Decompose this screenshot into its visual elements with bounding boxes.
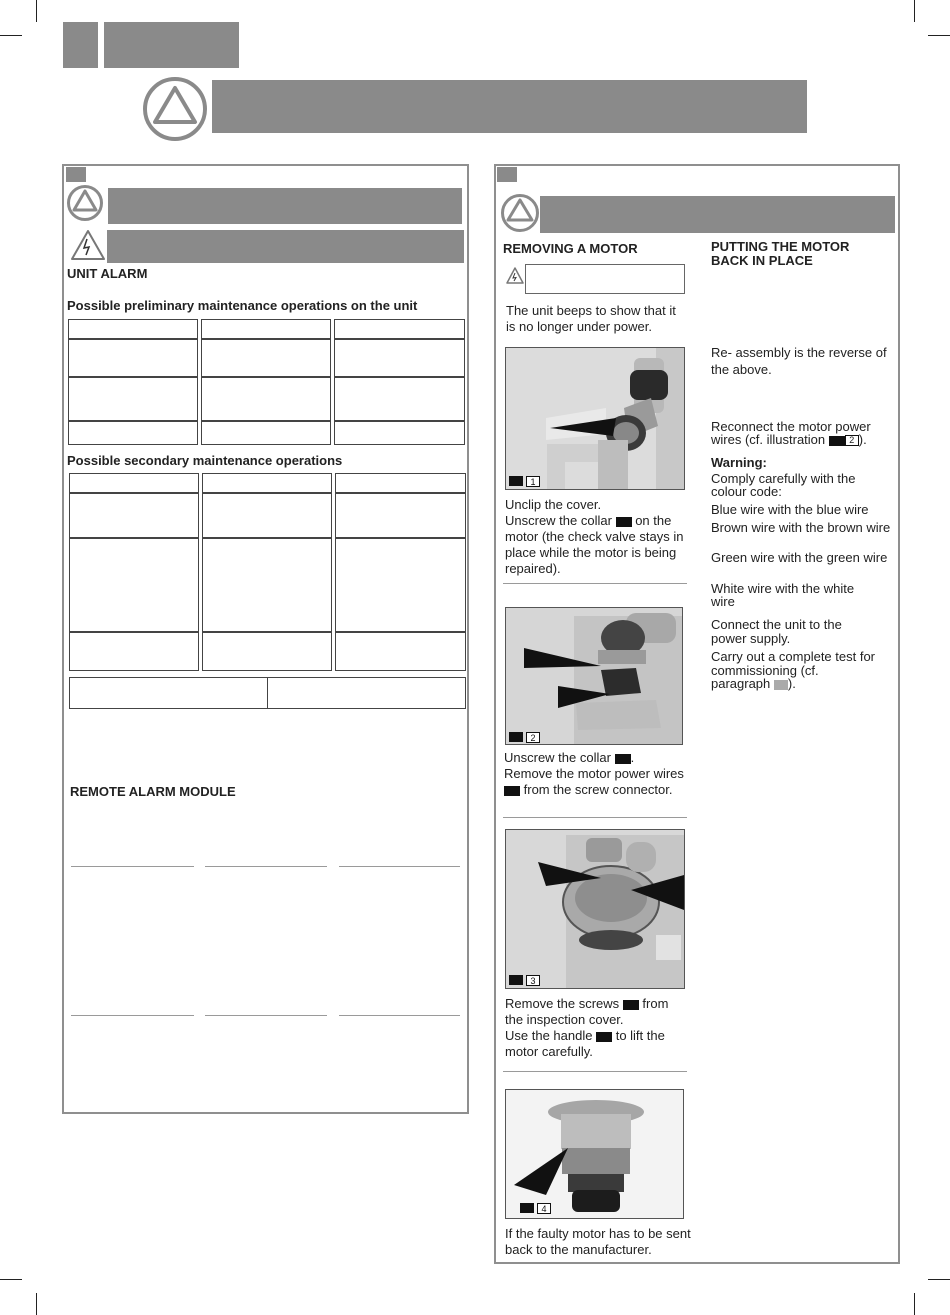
crop-mark [0,35,22,36]
connect-supply-text: Connect the unit to the power supply. [711,617,842,646]
divider [503,1071,687,1072]
table-cell [334,319,465,339]
left-title-bar [108,188,462,224]
reassembly-text: Re- assembly is the reverse of the above. [711,345,887,377]
warning-circle-icon [142,76,208,142]
table-cell [334,339,465,377]
right-title-bar [540,196,895,233]
table-cell [202,538,332,632]
wire-instruction: White wire with the white wire [711,581,855,609]
crop-mark [36,0,37,22]
table-cell [69,493,199,538]
right-panel-tab [497,167,517,182]
figure-label-3: 3 [509,975,540,985]
preliminary-heading: Possible preliminary maintenance operations on the unit [67,298,418,313]
table-cell [68,421,198,445]
colour-code-text: Comply carefully with the colour code: [711,471,856,499]
table-cell [335,632,466,671]
crop-mark [928,1279,950,1280]
divider [71,1015,194,1016]
table-cell [68,339,198,377]
table-cell [334,421,465,445]
callout-marker [829,436,845,446]
crop-mark [914,1293,915,1315]
table-cell [267,677,466,709]
table-cell [201,339,331,377]
wire-instruction: Brown wire with the brown wire [711,520,891,535]
callout-marker [616,517,632,527]
left-subtitle-bar [107,230,464,263]
table-cell [68,319,198,339]
page-tab-block [63,22,98,68]
wire-instruction: Blue wire with the blue wire [711,502,869,517]
page-title-bar [212,80,807,133]
crop-mark [914,0,915,22]
divider [339,1015,460,1016]
figure-label-2: 2 [509,732,540,742]
test-text: Carry out a complete test for commissioning (cf. paragraph ). [711,649,876,691]
crop-mark [36,1293,37,1315]
figure-4-caption: If the faulty motor has to be sent back to the manufacturer. [505,1226,691,1257]
table-cell [201,377,331,421]
motor-photo-3 [505,829,685,989]
table-cell [335,538,466,632]
table-cell [68,377,198,421]
divider [503,583,687,584]
figure-3-caption: Remove the screws from the inspection cover. Use the handle to lift the motor carefully. [505,996,669,1059]
divider [339,866,460,867]
motor-photo-4 [505,1089,684,1219]
divider [71,866,194,867]
callout-marker [504,786,520,796]
motor-photo-1 [505,347,685,490]
callout-marker [623,1000,639,1010]
table-cell [69,473,199,493]
electrical-hazard-icon [69,228,107,262]
table-cell [69,677,268,709]
secondary-heading: Possible secondary maintenance operations [67,453,343,468]
divider [205,866,327,867]
table-cell [201,421,331,445]
table-cell [335,473,466,493]
table-cell [69,538,199,632]
divider [503,817,687,818]
wire-instruction: Green wire with the green wire [711,550,888,565]
putting-heading: PUTTING THE MOTOR BACK IN PLACE [711,239,850,268]
removing-heading: REMOVING A MOTOR [503,241,638,256]
warning-label: Warning: [711,455,767,470]
table-cell [335,493,466,538]
hazard-notice-box [525,264,685,294]
electrical-hazard-icon [505,266,525,286]
motor-photo-2 [505,607,683,745]
callout-marker [596,1032,612,1042]
crop-mark [0,1279,22,1280]
paragraph-reference-marker [774,680,788,690]
caution-circle-icon [66,184,104,222]
left-panel-tab [66,167,86,182]
remote-alarm-label: REMOTE ALARM MODULE [70,784,236,799]
divider [205,1015,327,1016]
figure-2-caption: Unscrew the collar . Remove the motor power wires from the screw connector. [504,750,684,797]
table-cell [202,632,332,671]
table-cell [202,473,332,493]
reconnect-text: Reconnect the motor power wires (cf. illustration 2 ). [711,419,871,447]
section-tab-block [104,22,239,68]
figure-label-4: 4 [520,1203,551,1213]
figure-1-caption: Unclip the cover. Unscrew the collar on the motor (the check valve stays in place while the motor is being repaired). [505,497,684,576]
crop-mark [928,35,950,36]
figure-label-1: 1 [509,476,540,486]
table-cell [69,632,199,671]
table-cell [202,493,332,538]
caution-circle-icon [500,193,540,233]
unit-alarm-label: UNIT ALARM [67,266,148,281]
table-cell [334,377,465,421]
table-cell [201,319,331,339]
unit-beeps-text: The unit beeps to show that it is no longer under power. [506,303,676,334]
callout-marker [615,754,631,764]
